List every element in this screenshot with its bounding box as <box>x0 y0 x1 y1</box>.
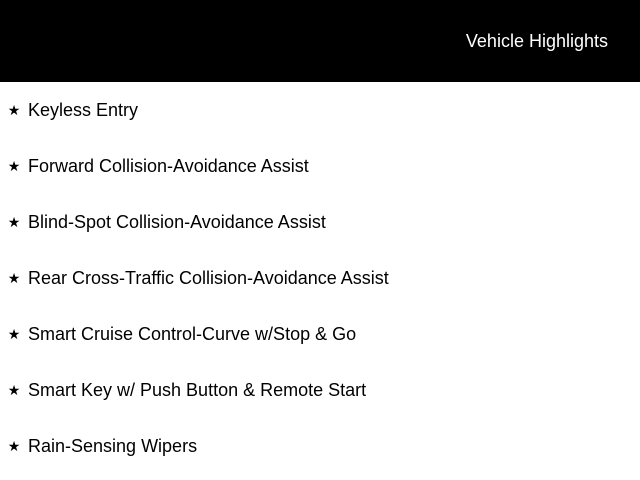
star-icon: ★ <box>7 382 21 398</box>
list-item <box>0 100 640 130</box>
list-item <box>0 268 640 298</box>
star-icon: ★ <box>7 102 21 118</box>
star-icon: ★ <box>7 270 21 286</box>
star-icon: ★ <box>7 326 21 342</box>
highlight-label: Rear Cross-Traffic Collision-Avoidance Assist <box>28 268 389 288</box>
star-icon: ★ <box>7 214 21 230</box>
list-item <box>0 436 640 466</box>
list-item <box>0 380 640 410</box>
highlight-label: Smart Cruise Control-Curve w/Stop & Go <box>28 324 357 344</box>
header-bar <box>0 0 640 82</box>
star-icon: ★ <box>7 438 21 454</box>
highlight-label: Smart Key w/ Push Button & Remote Start <box>28 380 367 400</box>
list-item <box>0 212 640 242</box>
highlight-label: Forward Collision-Avoidance Assist <box>28 156 309 176</box>
highlight-label: Blind-Spot Collision-Avoidance Assist <box>28 212 326 232</box>
highlight-label: Keyless Entry <box>28 100 139 120</box>
page-title: Vehicle Highlights <box>465 31 608 51</box>
list-item <box>0 324 640 354</box>
star-icon: ★ <box>7 158 21 174</box>
highlight-label: Rain-Sensing Wipers <box>28 436 198 456</box>
list-item <box>0 156 640 186</box>
